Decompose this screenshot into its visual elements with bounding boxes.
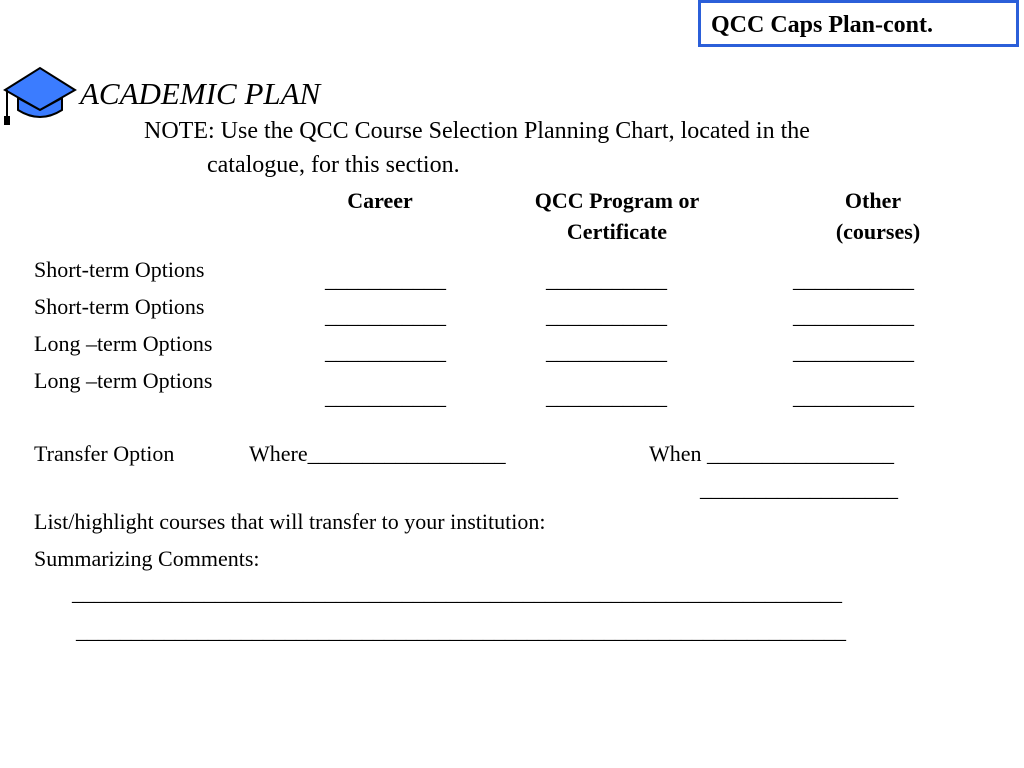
other-blank[interactable]: ___________ [793, 267, 914, 292]
career-blank[interactable]: ___________ [325, 303, 446, 328]
program-blank[interactable]: ___________ [546, 384, 667, 409]
page-title: QCC Caps Plan-cont. [698, 0, 1019, 47]
program-blank[interactable]: ___________ [546, 303, 667, 328]
career-blank[interactable]: ___________ [325, 339, 446, 364]
list-instruction: List/highlight courses that will transfer to your institution: [34, 509, 546, 534]
other-blank[interactable]: ___________ [793, 303, 914, 328]
program-blank[interactable]: ___________ [546, 267, 667, 292]
column-header-program: QCC Program or [534, 188, 700, 213]
career-blank[interactable]: ___________ [325, 267, 446, 292]
transfer-when-field[interactable]: When _________________ [649, 441, 895, 466]
other-blank[interactable]: ___________ [793, 384, 914, 409]
program-blank[interactable]: ___________ [546, 339, 667, 364]
transfer-where-field[interactable]: Where__________________ [249, 441, 506, 466]
transfer-when-field-continued[interactable]: __________________ [700, 476, 898, 501]
other-blank[interactable]: ___________ [793, 339, 914, 364]
row-label: Short-term Options [34, 294, 205, 319]
column-header-other: Other [844, 188, 902, 213]
note-line-1: NOTE: Use the QCC Course Selection Planning Chart, located in the [144, 118, 810, 144]
note-line-2: catalogue, for this section. [207, 152, 460, 178]
career-blank[interactable]: ___________ [325, 384, 446, 409]
summary-label: Summarizing Comments: [34, 546, 260, 571]
summary-line-1[interactable]: ______________________________________________________________________ [72, 580, 842, 605]
column-header-other-line-2: (courses) [835, 219, 921, 244]
transfer-label: Transfer Option [34, 441, 175, 466]
row-label: Short-term Options [34, 257, 205, 282]
summary-line-2[interactable]: ______________________________________________________________________ [76, 618, 846, 643]
column-header-program-line-2: Certificate [566, 219, 668, 244]
column-header-career: Career [347, 188, 413, 213]
row-label: Long –term Options [34, 368, 213, 393]
row-label: Long –term Options [34, 331, 213, 356]
section-heading: ACADEMIC PLAN [80, 76, 321, 111]
graduation-cap-icon [0, 66, 78, 128]
